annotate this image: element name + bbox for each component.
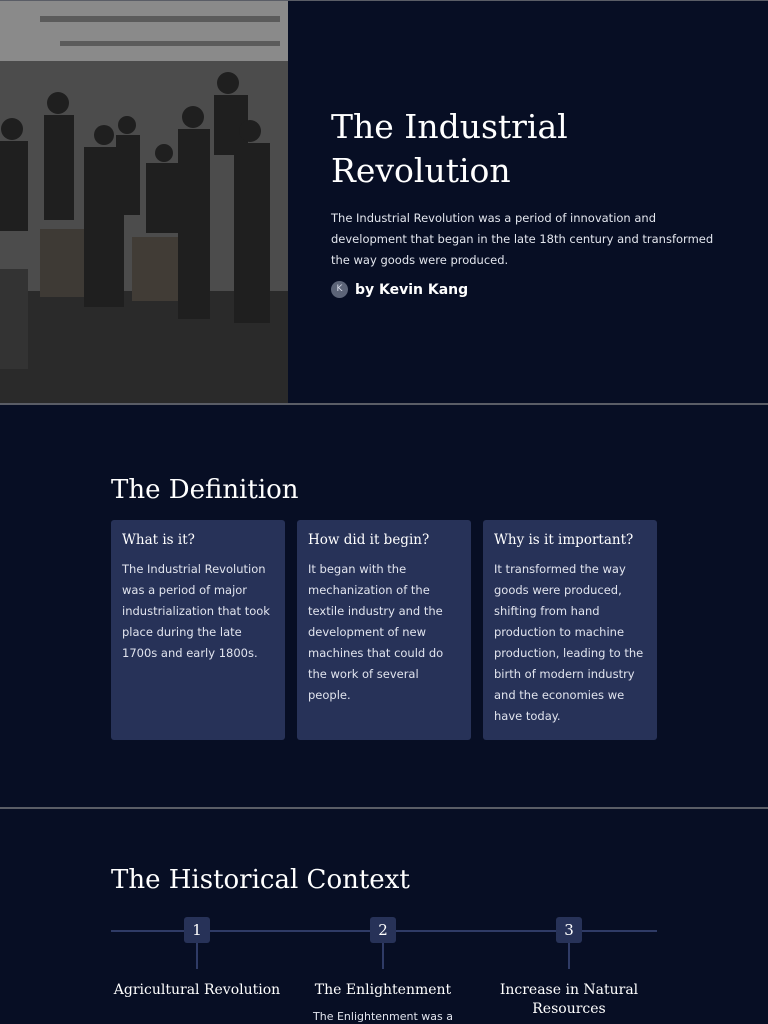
- definition-card-how: [297, 520, 471, 740]
- presentation-title: The Industrial Revolution: [331, 107, 568, 190]
- card-title: Why is it important?: [494, 532, 634, 548]
- definition-slide: [0, 405, 768, 807]
- step-title: The Enlightenment: [314, 982, 452, 998]
- author-name: by Kevin Kang: [355, 281, 469, 298]
- card-title: What is it?: [122, 532, 195, 548]
- definition-card-why: [483, 520, 657, 740]
- card-title: How did it begin?: [308, 532, 430, 548]
- author-byline: [331, 281, 468, 298]
- presentation-description: The Industrial Revolution was a period of innovation and development that began in the late 18th century and transformed the way goods were produced.: [331, 211, 714, 267]
- step-title: Agricultural Revolution: [113, 982, 281, 998]
- timeline-step-1: [112, 917, 282, 1008]
- step-number: 1: [184, 917, 210, 943]
- step-connector: [568, 943, 570, 969]
- card-text: It transformed the way goods were produced, shifting from hand production to machine production, leading to the birth of modern industry and the economies we have today.: [494, 562, 644, 723]
- step-number: 3: [556, 917, 582, 943]
- step-number: 2: [370, 917, 396, 943]
- definition-title: The Definition: [111, 475, 299, 505]
- card-text: It began with the mechanization of the textile industry and the development of new machines that could do the work of several people.: [308, 562, 444, 702]
- author-avatar: K: [331, 281, 348, 298]
- historical-context-slide: [0, 809, 768, 1024]
- timeline-step-3: [484, 917, 654, 1024]
- context-title: The Historical Context: [111, 865, 410, 895]
- definition-card-what: [111, 520, 285, 740]
- step-title: Increase in Natural Resources: [499, 982, 639, 1017]
- step-connector: [382, 943, 384, 969]
- step-connector: [196, 943, 198, 969]
- timeline-step-2: [298, 917, 468, 1024]
- factory-workers-photo: [0, 1, 288, 403]
- photo-illustration: [0, 1, 288, 403]
- card-text: The Industrial Revolution was a period of major industrialization that took place during the late 1700s and early 1800s.: [122, 562, 270, 660]
- title-slide: [0, 1, 768, 403]
- step-text: The Enlightenment was a: [313, 1010, 453, 1023]
